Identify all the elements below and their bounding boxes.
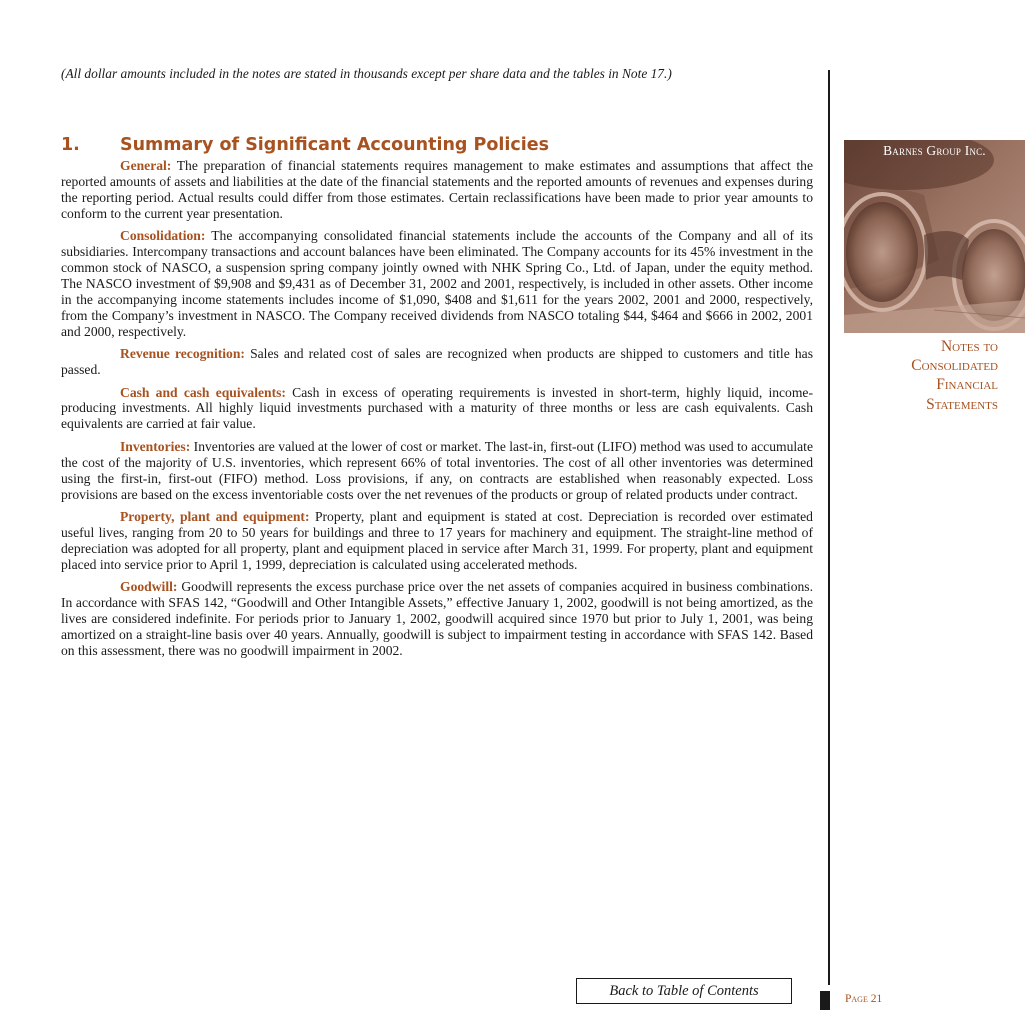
paragraph-lead: Consolidation:: [120, 228, 206, 244]
company-name: Barnes Group Inc.: [883, 143, 986, 158]
paragraph-text: Inventories are valued at the lower of cost or market. The last-in, first-out (LIFO) method was used to accumulate the cost of the majority of U.S. inventories, which represent 66% of total inventories. The cost of all other inventories was determined using the first-in, first-out (FIFO) method. Loss provisions, if any, on contracts are established when reasonably expected. Loss provisions are based on the excess inventoriable costs over the net revenues of the products or group of related products under contract.: [61, 438, 813, 502]
section-number: 1.: [61, 135, 80, 155]
section-title-line: Consolidated: [911, 357, 998, 375]
section-title-line: Financial: [936, 376, 998, 394]
section-title-line: Notes to: [940, 338, 998, 355]
sidebar-section-title: [844, 337, 998, 414]
paragraph-text: The accompanying consolidated financial statements include the accounts of the Company and all of its subsidiaries. Intercompany transactions and account balances have been eliminated. The Company accounts for its 45% investment in the common stock of NASCO, a suspension spring company jointly owned with NHK Spring Co., Ltd. of Japan, under the equity method. The NASCO investment of $9,908 and $9,431 as of December 31, 2002 and 2001, respectively, is included in other assets. Other income in the accompanying income statements includes income of $1,090, $408 and $1,611 for the years 2002, 2001 and 2000, respectively, from the Company’s investment in NASCO. The Company received dividends from NASCO totaling $44, $464 and $666 in 2002, 2001 and 2000, respectively.: [61, 228, 814, 339]
intro-note: (All dollar amounts included in the notes are stated in thousands except per share data and the tables in Note 17.): [61, 66, 672, 81]
paragraph-text: The preparation of financial statements requires management to make estimates and assumptions that affect the reported amounts of assets and liabilities at the date of the financial statements and the reported amounts of revenues and expenses during the reporting period. Actual results could differ from those estimates. Certain reclassifications have been made to prior year amounts to conform to the current year presentation.: [61, 158, 813, 221]
paragraph-lead: Inventories:: [120, 438, 191, 454]
paragraph-cash-equivalents: [61, 385, 813, 433]
paragraph-revenue-recognition: [61, 346, 813, 378]
paragraph-lead: Revenue recognition:: [120, 346, 245, 362]
paragraph-lead: General:: [120, 158, 172, 173]
paragraph-lead: Goodwill:: [120, 579, 178, 595]
paragraph-text: Cash in excess of operating requirements is invested in short-term, highly liquid, income-producing investments. All highly liquid investments purchased with a maturity of three months or less are cash equivalents. Cash equivalents are carried at fair value.: [61, 384, 813, 432]
paragraph-lead: Property, plant and equipment:: [120, 509, 310, 525]
section-heading: [61, 135, 821, 155]
paragraph-text: Goodwill represents the excess purchase price over the net assets of companies acquired in business combinations. In accordance with SFAS 142, “Goodwill and Other Intangible Assets,” effective January 1, 2002, goodwill is not being amortized, as the lives are considered indefinite. For periods prior to January 1, 2002, goodwill acquired since 1970 but prior to July 1, 2001, was being amortized on a straight-line basis over 40 years. Annually, goodwill is subject to impairment testing in accordance with SFAS 142. Based on this assessment, there was no goodwill impairment in 2002.: [61, 579, 813, 658]
back-to-contents-link[interactable]: Back to Table of Contents: [576, 978, 792, 1004]
paragraph-text: Property, plant and equipment is stated at cost. Depreciation is recorded over estimated useful lives, ranging from 20 to 50 years for buildings and three to 17 years for machinery and equipment. The straight-line method of depreciation was adopted for all property, plant and equipment placed in service after March 31, 1999. For property, plant and equipment placed into service prior to April 1, 1999, depreciation is calculated using accelerated methods.: [61, 509, 813, 572]
paragraph-lead: Cash and cash equivalents:: [120, 384, 286, 400]
binoculars-photo: [844, 140, 1025, 333]
footer-marker: [820, 991, 830, 1010]
paragraph-consolidation: [61, 228, 813, 339]
paragraph-text: Sales and related cost of sales are recognized when products are shipped to customers and title has passed.: [61, 346, 813, 378]
binoculars-image: [844, 140, 1025, 333]
paragraph-inventories: [61, 439, 813, 503]
paragraph-general: [61, 158, 813, 222]
column-divider: [828, 70, 830, 985]
paragraph-property-plant-equipment: [61, 509, 813, 573]
notes-body: [61, 158, 813, 665]
paragraph-goodwill: [61, 579, 813, 659]
section-title: Summary of Significant Accounting Policies: [120, 135, 550, 155]
section-title-line: Statements: [926, 395, 998, 413]
page-number: Page 21: [845, 993, 883, 1005]
